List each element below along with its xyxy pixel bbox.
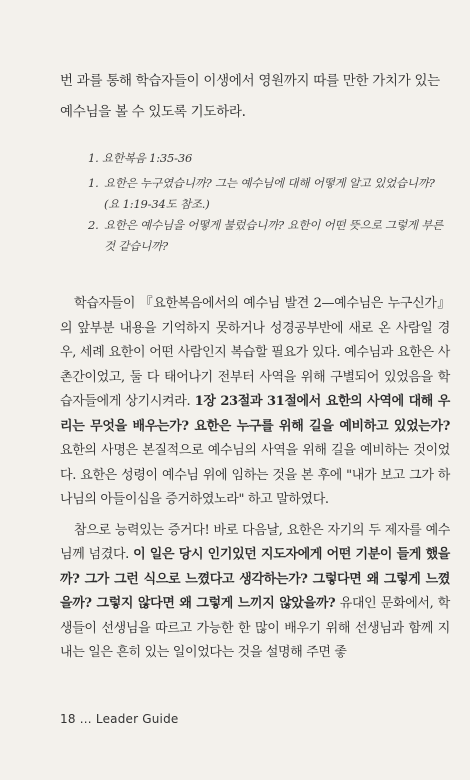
paragraph-2-bold-question: 이 일은 당시 인기있던 지도자에게 어떤 기분이 들게 했을까? 그가 그런 식으로 느꼈다고 생각하는가? 그렇다면 왜 그렇게 느꼈을까? 그렇지 않다면 왜 그렇게 느끼지 않았을까? (60, 547, 450, 611)
scripture-reference: 1. 요한복음 1:35-36 (88, 151, 193, 165)
paragraph-1-text-c: 요한의 사명은 본질적으로 예수님의 사역을 위해 길을 예비하는 것이었다. 요한은 성령이 예수님 위에 임하는 것을 본 후에 "내가 보고 그가 하나님의 아들이심을 증거하였노라" 하고 말하였다. (60, 443, 450, 507)
question-item (88, 215, 448, 257)
question-item (88, 173, 448, 215)
paragraph-2-text-a: 참으로 능력있는 증거다! 바로 다음날, 요한은 자기의 두 제자를 예수님께 넘겼다. (60, 522, 450, 562)
page-footer: 18 … Leader Guide (60, 712, 179, 726)
question-text: 요한은 예수님을 어떻게 불렀습니까? 요한이 어떤 뜻으로 그렇게 부른 것 같습니까? (104, 218, 444, 253)
question-number: 2. (88, 218, 99, 232)
question-number: 1. (88, 176, 99, 190)
paragraph-2 (60, 519, 450, 666)
paragraph-1-bold-question: 1장 23절과 31절에서 요한의 사역에 대해 우리는 무엇을 배우는가? 요한은 누구를 위해 길을 예비하고 있었는가? (60, 394, 450, 434)
scripture-questions (88, 148, 448, 257)
body-text (60, 292, 450, 666)
paragraph-1-text-a: 학습자들이 『요한복음에서의 예수님 발견 2—예수님은 누구신가』의 앞부분 내용을 기억하지 못하거나 성경공부반에 새로 온 사람일 경우, 세례 요한이 어떤 사람인지 복습할 필요가 있다. 예수님과 요한은 사촌간이었고, 둘 다 태어나기 전부터 사역을 위해 구별되어 있었음을 학습자들에게 상기시켜라. (60, 296, 450, 409)
question-text: 요한은 누구였습니까? 그는 예수님에 대해 어떻게 알고 있었습니까? (요 1:19-34도 참조.) (104, 176, 435, 211)
paragraph-2-text-c: 유대인 문화에서, 학생들이 선생님을 따르고 가능한 한 많이 배우기 위해 선생님과 함께 지내는 일은 흔히 있는 일이었다는 것을 설명해 주면 좋 (60, 596, 451, 660)
paragraph-1 (60, 292, 450, 513)
intro-text: 번 과를 통해 학습자들이 이생에서 영원까지 따를 만한 가치가 있는 예수님을 볼 수 있도록 기도하라. (60, 73, 440, 120)
